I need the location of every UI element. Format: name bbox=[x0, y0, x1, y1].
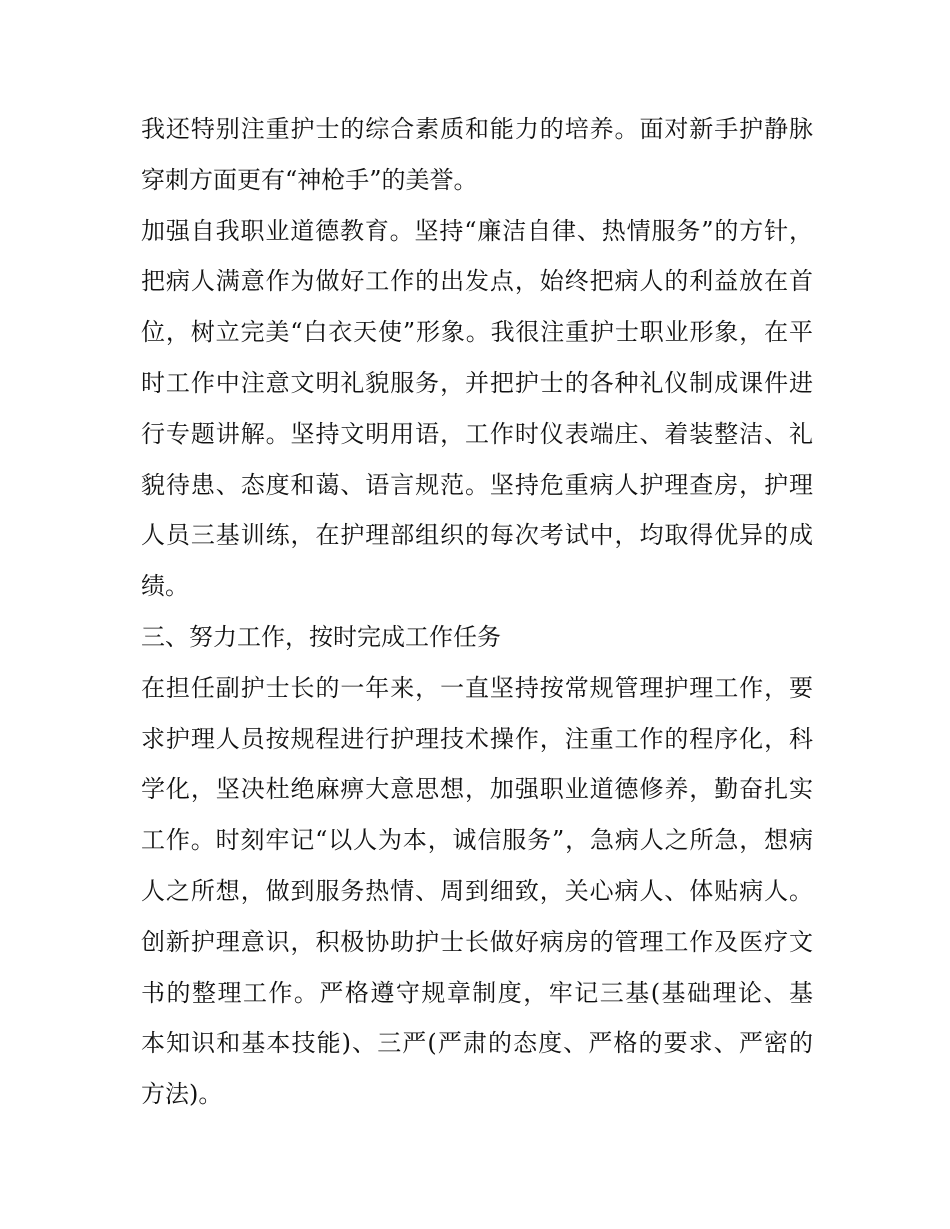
text-line: 加强自我职业道德教育。坚持“廉洁自律、热情服务”的方针， bbox=[141, 216, 813, 245]
text-line: 把病人满意作为做好工作的出发点，始终把病人的利益放在首 bbox=[141, 267, 813, 296]
text-line: 绩。 bbox=[141, 572, 189, 601]
text-line: 时工作中注意文明礼貌服务，并把护士的各种礼仪制成课件进 bbox=[141, 368, 813, 397]
text-line: 学化，坚决杜绝麻痹大意思想，加强职业道德修养，勤奋扎实 bbox=[141, 775, 813, 804]
text-line: 在担任副护士长的一年来，一直坚持按常规管理护理工作，要 bbox=[141, 673, 813, 702]
text-line: 行专题讲解。坚持文明用语，工作时仪表端庄、着装整洁、礼 bbox=[141, 419, 813, 448]
text-line: 工作。时刻牢记“以人为本，诚信服务”，急病人之所急，想病 bbox=[141, 826, 813, 855]
section-heading: 三、努力工作，按时完成工作任务 bbox=[141, 622, 501, 651]
text-line: 人员三基训练，在护理部组织的每次考试中，均取得优异的成 bbox=[141, 521, 813, 550]
text-line: 方法)。 bbox=[141, 1080, 223, 1109]
text-line: 书的整理工作。严格遵守规章制度，牢记三基(基础理论、基 bbox=[141, 978, 813, 1007]
text-line: 人之所想，做到服务热情、周到细致，关心病人、体贴病人。 bbox=[141, 876, 813, 905]
document-body bbox=[141, 104, 813, 1120]
text-line: 本知识和基本技能)、三严(严肃的态度、严格的要求、严密的 bbox=[141, 1029, 813, 1058]
text-line: 创新护理意识，积极协助护士长做好病房的管理工作及医疗文 bbox=[141, 927, 813, 956]
text-line: 求护理人员按规程进行护理技术操作，注重工作的程序化，科 bbox=[141, 724, 813, 753]
text-line: 貌待患、态度和蔼、语言规范。坚持危重病人护理查房，护理 bbox=[141, 470, 813, 499]
text-line: 我还特别注重护士的综合素质和能力的培养。面对新手护静脉 bbox=[141, 115, 813, 143]
text-line: 位，树立完美“白衣天使”形象。我很注重护士职业形象，在平 bbox=[141, 318, 813, 347]
text-line: 穿刺方面更有“神枪手”的美誉。 bbox=[141, 165, 478, 194]
